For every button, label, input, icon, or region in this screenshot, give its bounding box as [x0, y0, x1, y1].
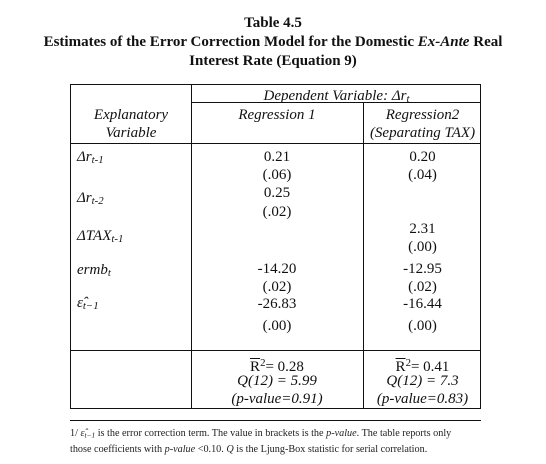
reg1-row-5-coef: -26.83 [257, 296, 297, 312]
variable-row-5 [77, 294, 99, 315]
reg2-row-3-pvalue: (.00) [408, 239, 437, 255]
reg2-row-4-coef: -12.95 [403, 261, 442, 277]
reg1-row-4-pvalue: (.02) [262, 279, 292, 295]
variable-row-3 [77, 227, 123, 248]
subtitle-prefix: Estimates of the Error Correction Model for the Domestic [43, 34, 418, 50]
subtitle-suffix: Real [469, 34, 503, 50]
reg2-row-1-pvalue: (.04) [408, 167, 437, 183]
reg2-q-statistic: Q(12) = 7.3 [386, 373, 459, 389]
reg1-row-2-coef: 0.25 [263, 185, 291, 201]
header-divider [71, 143, 480, 144]
dependent-prefix: Dependent Variable: [263, 88, 392, 104]
footnote-text-5: is the Ljung-Box statistic for serial correlation. [233, 444, 428, 456]
header-regression-2-line-1: Regression2 [385, 107, 460, 123]
footnote-rule [70, 420, 481, 421]
header-regression-2-line-2: (Separating TAX) [369, 125, 476, 141]
footnote-pvalue-2: p-value [164, 444, 196, 456]
footnote-text-1: is the error correction term. The value in brackets is the [95, 428, 327, 439]
variable-name: ε̂ [77, 295, 83, 311]
variable-row-1 [77, 148, 104, 169]
reg1-row-1-coef: 0.21 [263, 149, 291, 165]
dependent-var: Δr [391, 88, 407, 104]
dependent-variable-label [191, 87, 482, 108]
reg2-row-5-pvalue: (.00) [408, 318, 437, 334]
footnote-text-2: . The table reports only [356, 428, 452, 439]
r-squared-symbol: $\overline{R}$ [395, 358, 406, 375]
variable-name: Δr [77, 190, 92, 206]
variable-subscript: t−1 [82, 299, 99, 312]
footnote-epsilon-sub: t−1 [84, 430, 96, 440]
r-squared-symbol: $\overline{R}$ [250, 358, 261, 375]
table-subtitle-line-2: Interest Rate (Equation 9) [189, 53, 357, 69]
r-squared-value: = 0.41 [410, 358, 450, 375]
variable-subscript: t-1 [111, 232, 124, 245]
r-squared-superscript: 2 [260, 357, 266, 369]
r-squared-value: = 0.28 [265, 358, 304, 375]
reg2-row-1-coef: 0.20 [409, 149, 436, 165]
reg1-row-2-pvalue: (.02) [262, 204, 292, 220]
variable-row-2 [77, 189, 104, 210]
reg1-row-1-pvalue: (.06) [262, 167, 292, 183]
variable-name: Δr [77, 149, 92, 165]
footnote [70, 426, 490, 457]
variable-row-4 [77, 261, 111, 282]
reg2-row-4-pvalue: (.02) [408, 279, 437, 295]
table-subtitle-line-1 [0, 33, 546, 51]
reg1-row-5-pvalue: (.00) [262, 318, 292, 334]
reg1-row-4-coef: -14.20 [257, 261, 297, 277]
footnote-q: Q [226, 444, 234, 456]
footnote-prefix: 1/ [70, 428, 81, 439]
stats-divider [71, 350, 480, 351]
variable-name: ermb [77, 262, 108, 278]
reg1-q-statistic: Q(12) = 5.99 [237, 373, 317, 389]
footnote-text-3: those coefficients with [70, 444, 165, 456]
reg2-row-3-coef: 2.31 [409, 221, 436, 237]
variable-subscript: t-2 [91, 194, 104, 207]
variable-subscript: t [107, 266, 111, 279]
footnote-text-4: <0.10. [195, 444, 227, 456]
reg1-q-pvalue: (p-value=0.91) [231, 391, 323, 407]
r-squared-superscript: 2 [405, 357, 411, 369]
dependent-sub: t [406, 92, 410, 105]
header-explanatory-line-2: Variable [105, 125, 157, 141]
variable-name: ΔTAX [77, 228, 112, 244]
footnote-epsilon: ε̂ [80, 428, 85, 439]
reg2-row-5-coef: -16.44 [403, 296, 442, 312]
subtitle-italic: Ex-Ante [417, 34, 470, 50]
regression-table [70, 84, 481, 409]
header-regression-1: Regression 1 [238, 107, 316, 123]
footnote-pvalue-1: p-value [326, 428, 357, 439]
header-explanatory-line-1: Explanatory [93, 107, 169, 123]
variable-subscript: t-1 [91, 153, 104, 166]
reg2-q-pvalue: (p-value=0.83) [376, 391, 469, 407]
table-title: Table 4.5 [244, 15, 302, 31]
